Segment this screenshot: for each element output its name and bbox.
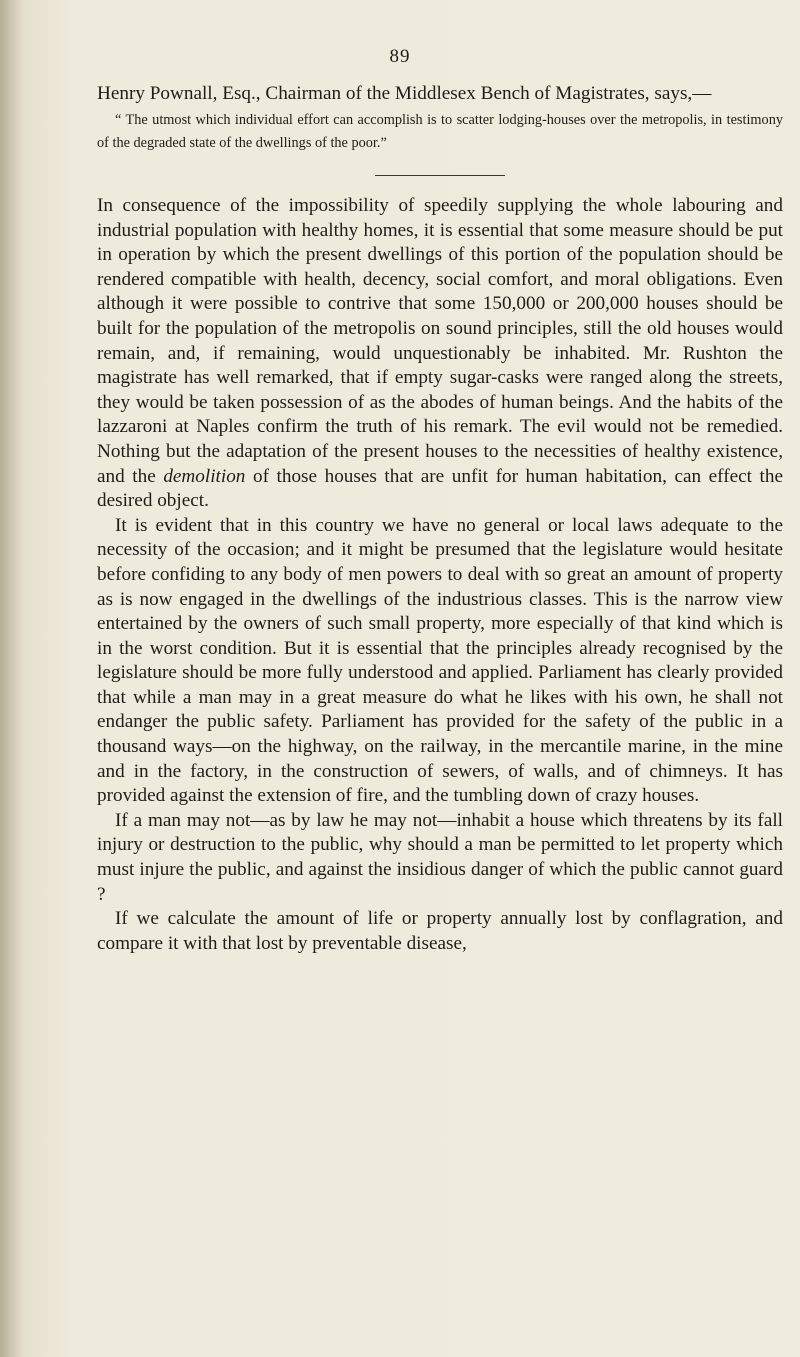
paragraph-1-text-end: of those houses that are unfit for human habitation, can effect the desired object. — [97, 465, 783, 512]
emphasis-demolition: demolition — [163, 465, 246, 487]
paragraph-1 — [97, 194, 783, 514]
attribution-line: Henry Pownall, Esq., Chairman of the Middlesex Bench of Magistrates, says,— — [97, 83, 712, 104]
paragraph-4: If we calculate the amount of life or property annually lost by conflagration, and compare it with that lost by preventable disease, — [97, 908, 783, 954]
page-number: 89 — [389, 46, 411, 67]
paragraph-1-text: In consequence of the impossibility of speedily supplying the whole labouring and industrial population with healthy homes, it is essential that some measure should be put in operation by which the present dwellings of this portion of the population should be rendered compatible with health, decency, social comfort, and moral obligations. Even although it were possible to contrive that some 150,000 or 200,000 houses should be built for the population of the metropolis on sound principles, still the old houses would remain, and, if remaining, would unquestionably be inhabited. Mr. Rushton the magistrate has well remarked, that if empty sugar-casks were ranged along the streets, they would be taken possession of as the abodes of human beings. And the habits of the lazzaroni at Naples confirm the truth of his remark. The evil would not be remedied. Nothing but the adaptation of the present houses to the necessities of healthy existence, and the — [97, 195, 783, 487]
section-divider — [375, 175, 505, 176]
page-body — [97, 82, 783, 956]
block-quote: “ The utmost which individual effort can accomplish is to scatter lodging-houses over the metropolis, in testimony of the degraded state of the dwellings of the poor.” — [97, 112, 783, 151]
spine-shadow — [0, 0, 22, 1357]
paragraph-2: It is evident that in this country we have no general or local laws adequate to the necessity of the occasion; and it might be presumed that the legislature would hesitate before confiding to any body of men powers to deal with so great an amount of property as is now engaged in the dwellings of the industrious classes. This is the narrow view entertained by the owners of such small property, more especially of that kind which is in the worst condition. But it is essential that the principles already recognised by the legislature should be more fully understood and applied. Parliament has clearly provided that while a man may in a great measure do what he likes with his own, he shall not endanger the public safety. Parliament has provided for the safety of the public in a thousand ways—on the highway, on the railway, in the mercantile marine, in the mine and in the factory, in the construction of sewers, of walls, and of chimneys. It has provided against the extension of fire, and the tumbling down of crazy houses. — [97, 514, 783, 807]
paragraph-3: If a man may not—as by law he may not—inhabit a house which threatens by its fall injury or destruction to the public, why should a man be permitted to let property which must injure the public, and against the insidious danger of which the public cannot guard ? — [97, 809, 783, 905]
